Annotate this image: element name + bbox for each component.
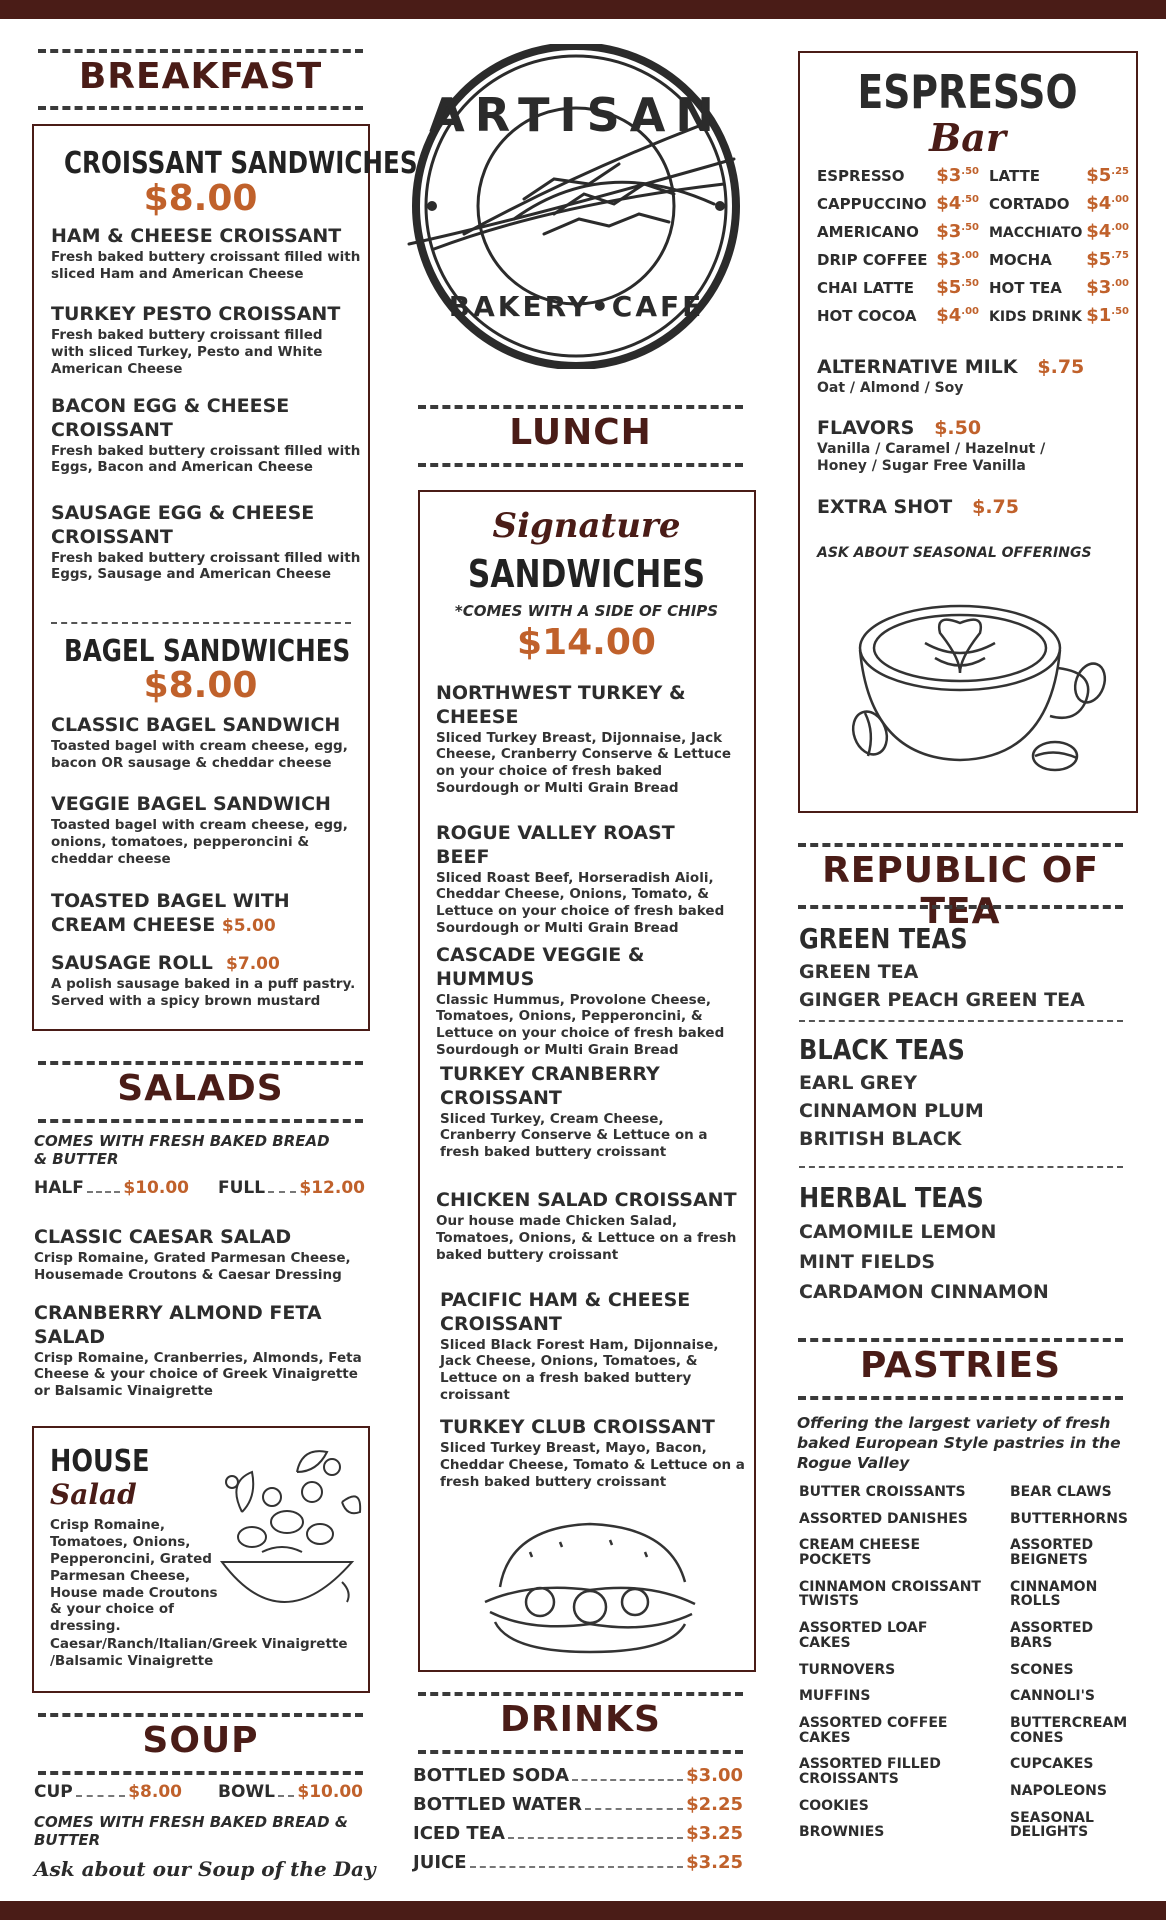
list-item: NAPOLEONS xyxy=(1010,1782,1107,1799)
item-desc: Sliced Black Forest Ham, Dijonnaise, Jack Cheese, Onions, Tomatoes, & Lettuce on a fresh baked buttery croissant xyxy=(440,1336,719,1404)
drink-name: MOCHA xyxy=(989,251,1052,269)
price-cents: .75 xyxy=(1111,250,1129,261)
item-name: TURKEY CLUB CROISSANT xyxy=(440,1416,715,1438)
list-item: ASSORTED BARS xyxy=(1010,1620,1094,1651)
list-item xyxy=(51,952,361,1010)
drink-row xyxy=(413,1852,743,1873)
pastries-right-list xyxy=(1010,1485,1140,1852)
bottom-border xyxy=(0,1901,1166,1920)
list-item xyxy=(51,303,341,377)
soup-of-day: Ask about our Soup of the Day xyxy=(34,1857,376,1881)
sandwiches-heading: SANDWICHES xyxy=(467,552,706,596)
addon-row xyxy=(817,356,1117,397)
item-desc: Sliced Turkey, Cream Cheese, Cranberry Conserve & Lettuce on a fresh baked buttery croissant xyxy=(440,1110,708,1161)
addon-name: ALTERNATIVE MILK xyxy=(817,356,1018,378)
price-cents: .50 xyxy=(961,166,979,177)
divider xyxy=(798,1338,1123,1342)
divider xyxy=(38,1771,363,1775)
drink-name: HOT COCOA xyxy=(817,307,917,325)
menu-row xyxy=(817,221,979,249)
price-dollars: $1 xyxy=(1086,305,1112,326)
logo-text xyxy=(404,44,749,369)
item-desc: Crisp Romaine, Cranberries, Almonds, Feta Cheese & your choice of Greek Vinaigrette or Balsamic Vinaigrette xyxy=(34,1349,362,1400)
cup-label: CUP xyxy=(34,1782,73,1802)
croissant-heading: CROISSANT SANDWICHES xyxy=(63,146,418,181)
list-item: BUTTER CROISSANTS xyxy=(799,1484,966,1500)
herbal-teas-heading: HERBAL TEAS xyxy=(799,1181,984,1214)
drink-price: $3.25 xyxy=(686,1823,743,1844)
list-item xyxy=(51,793,351,867)
item-desc: Fresh baked buttery croissant filled with sliced Ham and American Cheese xyxy=(51,248,361,282)
soup-title: SOUP xyxy=(142,1720,259,1761)
price-cents: .00 xyxy=(961,306,979,317)
drink-name: ESPRESSO xyxy=(817,167,905,185)
herbal-teas-list xyxy=(799,1217,1119,1307)
soup-note: COMES WITH FRESH BAKED BREAD & BUTTER xyxy=(34,1813,348,1849)
price-cents: .50 xyxy=(1111,306,1129,317)
item-name: CRANBERRY ALMOND FETA SALAD xyxy=(34,1302,322,1348)
list-item xyxy=(436,1189,741,1263)
list-item: GINGER PEACH GREEN TEA xyxy=(799,989,1085,1011)
list-item xyxy=(436,822,731,937)
divider xyxy=(38,1713,363,1717)
item-desc: Our house made Chicken Salad, Tomatoes, Onions, & Lettuce on a fresh baked buttery croissant xyxy=(436,1212,737,1263)
full-price: $12.00 xyxy=(299,1178,365,1198)
price-cents: .50 xyxy=(961,194,979,205)
item-name: HAM & CHEESE CROISSANT xyxy=(51,225,342,247)
price-dollars: $4 xyxy=(936,305,962,326)
addon-row xyxy=(817,417,1077,476)
drink-name: CAPPUCCINO xyxy=(817,195,927,213)
list-item: EARL GREY xyxy=(799,1072,917,1094)
addon-price: $.75 xyxy=(972,496,1019,518)
item-desc: Toasted bagel with cream cheese, egg, onions, tomatoes, pepperoncini & cheddar cheese xyxy=(51,816,348,867)
drink-name: HOT TEA xyxy=(989,279,1062,297)
menu-row xyxy=(989,305,1129,333)
divider xyxy=(798,1396,1123,1400)
house-subtitle: Salad xyxy=(50,1478,137,1511)
breakfast-title: BREAKFAST xyxy=(78,56,323,97)
item-name: TURKEY PESTO CROISSANT xyxy=(51,303,341,325)
item-name: CLASSIC BAGEL SANDWICH xyxy=(51,714,341,736)
bowl-price: $10.00 xyxy=(297,1782,363,1802)
price-dollars: $3 xyxy=(936,249,962,270)
list-item xyxy=(34,1302,364,1400)
bagel-heading: BAGEL SANDWICHES xyxy=(63,634,351,669)
salads-title: SALADS xyxy=(117,1068,284,1109)
item-desc: Classic Hummus, Provolone Cheese, Tomatoes, Onions, Pepperoncini, & Lettuce on your choice of fresh baked Sourdough or Multi Grain Bread xyxy=(436,991,725,1059)
divider xyxy=(38,106,363,110)
list-item xyxy=(51,225,361,283)
divider xyxy=(418,1692,743,1696)
lunch-box xyxy=(418,490,756,1672)
list-item xyxy=(34,1226,354,1284)
list-item: SEASONAL DELIGHTS xyxy=(1010,1809,1094,1841)
list-item: SCONES xyxy=(1010,1661,1074,1678)
house-dressings: Caesar/Ranch/Italian/Greek Vinaigrette /Balsamic Vinaigrette xyxy=(50,1636,348,1669)
item-desc: Fresh baked buttery croissant filled with Eggs, Bacon and American Cheese xyxy=(51,442,361,476)
menu-row xyxy=(817,249,979,277)
bowl-label: BOWL xyxy=(218,1782,275,1802)
drink-name: AMERICANO xyxy=(817,223,919,241)
salads-note: COMES WITH FRESH BAKED BREAD & BUTTER xyxy=(34,1132,330,1168)
item-name: TOASTED BAGEL WITH CREAM CHEESE xyxy=(51,890,290,936)
list-item: CAMOMILE LEMON xyxy=(799,1221,997,1243)
addon-desc: Oat / Almond / Soy xyxy=(817,379,964,396)
house-title: HOUSE xyxy=(50,1444,150,1479)
item-name: CHICKEN SALAD CROISSANT xyxy=(436,1189,737,1211)
item-desc: Fresh baked buttery croissant filled with Eggs, Sausage and American Cheese xyxy=(51,549,361,583)
list-item: ASSORTED BEIGNETS xyxy=(1010,1537,1094,1569)
price-dollars: $5 xyxy=(1086,165,1112,186)
menu-row xyxy=(989,221,1129,249)
drink-name: BOTTLED SODA xyxy=(413,1765,570,1786)
divider xyxy=(418,463,743,467)
drink-price: $3.25 xyxy=(686,1852,743,1873)
item-desc: Sliced Turkey Breast, Dijonnaise, Jack Cheese, Cranberry Conserve & Lettuce on your choice of fresh baked Sourdough or Multi Grain Bread xyxy=(436,729,731,797)
list-item: MINT FIELDS xyxy=(799,1251,936,1273)
price-cents: .00 xyxy=(1111,222,1129,233)
menu-row xyxy=(989,193,1129,221)
list-item xyxy=(436,944,736,1059)
item-price: $7.00 xyxy=(226,954,280,974)
item-desc: A polish sausage baked in a puff pastry. Served with a spicy brown mustard xyxy=(51,975,356,1009)
price-dollars: $5 xyxy=(1086,249,1112,270)
item-name: SAUSAGE EGG & CHEESE CROISSANT xyxy=(51,502,315,548)
divider xyxy=(38,1061,363,1065)
salad-bowl-icon xyxy=(202,1442,366,1632)
item-desc: Crisp Romaine, Grated Parmesan Cheese, Housemade Croutons & Caesar Dressing xyxy=(34,1249,351,1283)
menu-row xyxy=(817,165,979,193)
breakfast-box xyxy=(32,124,418,1031)
chips-note: *COMES WITH A SIDE OF CHIPS xyxy=(454,602,719,620)
green-teas-heading: GREEN TEAS xyxy=(799,922,968,955)
divider xyxy=(799,1166,1123,1168)
drink-name: KIDS DRINK xyxy=(989,309,1082,325)
list-item: BUTTERHORNS xyxy=(1010,1510,1129,1527)
addon-name: EXTRA SHOT xyxy=(817,496,953,518)
list-item xyxy=(440,1289,750,1404)
cup-price-row xyxy=(34,1782,182,1802)
coffee-cup-icon xyxy=(840,588,1110,783)
half-label: HALF xyxy=(34,1178,84,1198)
drink-name: CHAI LATTE xyxy=(817,279,915,297)
list-item: ASSORTED FILLED CROISSANTS xyxy=(799,1756,941,1787)
item-name: CASCADE VEGGIE & HUMMUS xyxy=(436,944,645,990)
item-name: ROGUE VALLEY ROAST BEEF xyxy=(436,822,675,868)
price-cents: .00 xyxy=(961,250,979,261)
drink-row xyxy=(413,1794,743,1815)
list-item: BRITISH BLACK xyxy=(799,1128,962,1150)
divider xyxy=(51,622,351,624)
menu-row xyxy=(817,305,979,333)
price-dollars: $5 xyxy=(936,277,962,298)
list-item xyxy=(440,1063,740,1161)
house-salad-box xyxy=(32,1426,370,1693)
list-item: TURNOVERS xyxy=(799,1661,896,1678)
bowl-price-row xyxy=(218,1782,363,1802)
price-cents: .50 xyxy=(961,222,979,233)
addon-price: $.75 xyxy=(1037,356,1085,378)
list-item: BROWNIES xyxy=(799,1824,885,1841)
bagel-price: $8.00 xyxy=(143,665,258,706)
item-price: $5.00 xyxy=(221,915,276,936)
pastries-left-list xyxy=(799,1485,999,1852)
list-item: CARDAMON CINNAMON xyxy=(799,1281,1049,1303)
price-dollars: $3 xyxy=(936,221,962,242)
list-item: COOKIES xyxy=(799,1797,869,1814)
espresso-title: ESPRESSO xyxy=(857,65,1078,119)
list-item: MUFFINS xyxy=(799,1688,871,1705)
drink-row xyxy=(413,1765,743,1786)
price-dollars: $4 xyxy=(936,193,962,214)
list-item xyxy=(440,1416,750,1490)
espresso-right-list xyxy=(989,165,1129,333)
item-name: BACON EGG & CHEESE CROISSANT xyxy=(51,395,290,441)
menu-row xyxy=(989,249,1129,277)
list-item: BEAR CLAWS xyxy=(1010,1484,1112,1500)
price-dollars: $4 xyxy=(1086,193,1112,214)
price-cents: .00 xyxy=(1111,278,1129,289)
full-label: FULL xyxy=(218,1178,266,1198)
logo-bottom-text: BAKERY•CAFE xyxy=(448,290,705,323)
list-item: CANNOLI'S xyxy=(1010,1688,1095,1705)
price-dollars: $3 xyxy=(1086,277,1112,298)
item-desc: Sliced Turkey Breast, Mayo, Bacon, Cheddar Cheese, Tomato & Lettuce on a fresh baked buttery croissant xyxy=(440,1439,745,1490)
divider xyxy=(38,49,363,53)
espresso-box xyxy=(798,51,1138,813)
drink-row xyxy=(413,1823,743,1844)
drink-name: JUICE xyxy=(413,1852,467,1873)
cup-price: $8.00 xyxy=(128,1782,182,1802)
drink-name: MACCHIATO xyxy=(989,225,1083,241)
item-name: VEGGIE BAGEL SANDWICH xyxy=(51,793,331,815)
list-item xyxy=(51,714,356,772)
list-item: CUPCAKES xyxy=(1010,1756,1094,1773)
addon-row xyxy=(817,496,1117,520)
list-item: CINNAMON ROLLS xyxy=(1010,1578,1098,1610)
lunch-price: $14.00 xyxy=(517,622,656,663)
lunch-title: LUNCH xyxy=(509,412,652,453)
full-price-row xyxy=(218,1178,365,1198)
drink-name: CORTADO xyxy=(989,195,1070,213)
drink-name: BOTTLED WATER xyxy=(413,1794,582,1815)
logo-top-text: ARTISAN xyxy=(429,88,724,142)
list-item: CREAM CHEESE POCKETS xyxy=(799,1537,921,1569)
price-cents: .50 xyxy=(961,278,979,289)
drinks-title: DRINKS xyxy=(500,1699,661,1740)
addon-price: $.50 xyxy=(934,417,982,439)
list-item: ASSORTED DANISHES xyxy=(799,1510,968,1527)
addon-name: FLAVORS xyxy=(817,417,915,439)
item-name: NORTHWEST TURKEY & CHEESE xyxy=(436,682,686,728)
divider xyxy=(798,905,1123,909)
half-price-row xyxy=(34,1178,189,1198)
item-desc: Toasted bagel with cream cheese, egg, bacon OR sausage & cheddar cheese xyxy=(51,737,348,771)
divider xyxy=(798,843,1123,847)
espresso-subtitle: Bar xyxy=(929,115,1006,160)
espresso-left-list xyxy=(817,165,979,333)
drink-name: ICED TEA xyxy=(413,1823,505,1844)
sandwich-icon xyxy=(470,1512,710,1662)
seasonal-note: ASK ABOUT SEASONAL OFFERINGS xyxy=(817,545,1092,561)
list-item: CINNAMON CROISSANT TWISTS xyxy=(799,1578,981,1610)
list-item xyxy=(51,890,361,938)
black-teas-heading: BLACK TEAS xyxy=(799,1033,965,1066)
item-desc: Fresh baked buttery croissant filled with sliced Turkey, Pesto and White American Cheese xyxy=(51,326,323,377)
half-price: $10.00 xyxy=(123,1178,189,1198)
divider xyxy=(799,1020,1123,1022)
item-name: TURKEY CRANBERRY CROISSANT xyxy=(440,1063,660,1109)
divider xyxy=(418,405,743,409)
price-cents: .00 xyxy=(1111,194,1129,205)
item-desc: Sliced Roast Beef, Horseradish Aioli, Cheddar Cheese, Onions, Tomato, & Lettuce on your choice of fresh baked Sourdough or Multi Grain Bread xyxy=(436,869,725,937)
pastries-title: PASTRIES xyxy=(859,1345,1062,1386)
menu-row xyxy=(989,277,1129,305)
list-item: ASSORTED LOAF CAKES xyxy=(799,1620,928,1651)
signature-script: Signature xyxy=(492,506,681,546)
green-teas-list xyxy=(799,958,1119,1014)
addon-desc: Vanilla / Caramel / Hazelnut / Honey / Sugar Free Vanilla xyxy=(817,440,1046,475)
tea-title: REPUBLIC OF TEA xyxy=(822,850,1099,932)
item-name: CLASSIC CAESAR SALAD xyxy=(34,1226,292,1248)
divider xyxy=(418,1750,743,1754)
item-name: PACIFIC HAM & CHEESE CROISSANT xyxy=(440,1289,691,1335)
menu-row xyxy=(989,165,1129,193)
croissant-price: $8.00 xyxy=(143,178,258,219)
pastries-note: Offering the largest variety of fresh baked European Style pastries in the Rogue Valley xyxy=(797,1414,1121,1473)
menu-row xyxy=(817,277,979,305)
list-item xyxy=(436,682,746,797)
price-cents: .25 xyxy=(1111,166,1129,177)
divider xyxy=(38,1119,363,1123)
black-teas-list xyxy=(799,1069,1119,1153)
list-item xyxy=(51,395,361,476)
house-desc: Crisp Romaine, Tomatoes, Onions, Pepperoncini, Grated Parmesan Cheese, House made Croutons & your choice of dressing. xyxy=(50,1517,218,1635)
list-item: GREEN TEA xyxy=(799,961,919,983)
item-name: SAUSAGE ROLL xyxy=(51,952,213,974)
price-dollars: $4 xyxy=(1086,221,1112,242)
drink-price: $3.00 xyxy=(686,1765,743,1786)
list-item: BUTTERCREAM CONES xyxy=(1010,1714,1128,1746)
menu-row xyxy=(817,193,979,221)
drink-name: LATTE xyxy=(989,167,1041,185)
list-item xyxy=(51,502,361,583)
price-dollars: $3 xyxy=(936,165,962,186)
drink-price: $2.25 xyxy=(686,1794,743,1815)
top-border xyxy=(0,0,1166,19)
drink-name: DRIP COFFEE xyxy=(817,251,928,269)
list-item: ASSORTED COFFEE CAKES xyxy=(799,1714,948,1746)
list-item: CINNAMON PLUM xyxy=(799,1100,984,1122)
